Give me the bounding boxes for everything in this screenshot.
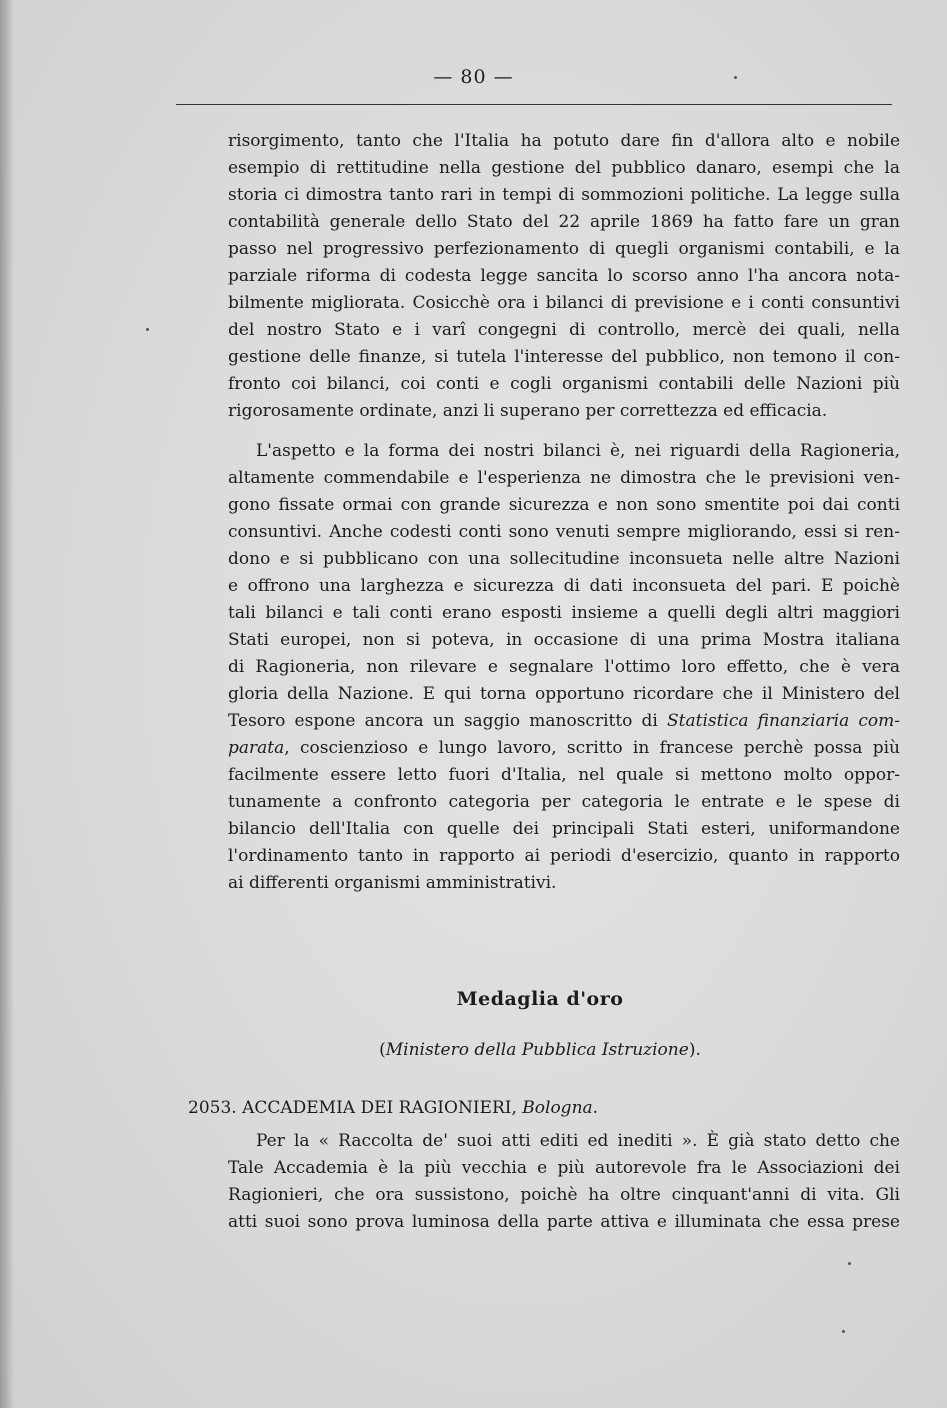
text-line: Ragionieri, che ora sussistono, poichè ha oltre cinquant'anni di vita. Gli: [228, 1185, 900, 1205]
text-line: Stati europei, non si poteva, in occasione di una prima Mostra italiana: [228, 630, 900, 650]
text-line: gono fissate ormai con grande sicurezza e non sono smentite poi dai conti: [228, 495, 900, 515]
text-line: consuntivi. Anche codesti conti sono venuti sempre migliorando, essi si ren-: [228, 522, 900, 542]
subtitle-paren: ).: [688, 1040, 701, 1060]
entry-heading: [188, 1098, 598, 1118]
text-line: parziale riforma di codesta legge sancita lo scorso anno l'ha ancora nota-: [228, 266, 900, 286]
text-line: contabilità generale dello Stato del 22 aprile 1869 ha fatto fare un gran: [228, 212, 900, 232]
text-line: storia ci dimostra tanto rari in tempi di sommozioni politiche. La legge sulla: [228, 185, 900, 205]
text-line: esempio di rettitudine nella gestione del pubblico danaro, esempi che la: [228, 158, 900, 178]
entry-period: .: [592, 1098, 599, 1118]
scan-speck: [842, 1330, 845, 1333]
entry-place: Bologna: [522, 1098, 593, 1118]
text-line: risorgimento, tanto che l'Italia ha potuto dare fin d'allora alto e nobile: [228, 131, 900, 151]
text-line: di Ragioneria, non rilevare e segnalare l'ottimo loro effetto, che è vera: [228, 657, 900, 677]
text-line: Tale Accademia è la più vecchia e più autorevole fra le Associazioni dei: [228, 1158, 900, 1178]
text-line: ai differenti organismi amministrativi.: [228, 873, 557, 893]
text-line: tali bilanci e tali conti erano esposti insieme a quelli degli altri maggiori: [228, 603, 900, 623]
scan-speck: [848, 1262, 851, 1265]
text-line: fronto coi bilanci, coi conti e cogli organismi contabili delle Nazioni più: [228, 374, 900, 394]
paragraph-2: [228, 438, 900, 897]
text-line: rigorosamente ordinate, anzi li superano per correttezza ed efficacia.: [228, 401, 828, 421]
text-line: L'aspetto e la forma dei nostri bilanci è, nei riguardi della Ragioneria,: [256, 441, 900, 461]
text-line: bilmente migliorata. Cosicchè ora i bilanci di previsione e i conti consuntivi: [228, 293, 900, 313]
text-segment: , coscienzioso e lungo lavoro, scritto in francese perchè possa più: [284, 738, 900, 758]
subtitle-paren: (: [379, 1040, 386, 1060]
italic-title: parata: [228, 738, 285, 758]
italic-title: Statistica finanziaria com-: [667, 711, 901, 731]
text-segment: Tesoro espone ancora un saggio manoscritto di: [228, 711, 658, 731]
text-line: dono e si pubblicano con una sollecitudine inconsueta nelle altre Nazioni: [228, 549, 900, 569]
text-line: e offrono una larghezza e sicurezza di dati inconsueta del pari. E poichè: [228, 576, 900, 596]
scan-speck: [146, 328, 149, 331]
page-number: — 80 —: [433, 66, 514, 88]
text-line: [228, 735, 900, 762]
text-line: passo nel progressivo perfezionamento di quegli organismi contabili, e la: [228, 239, 900, 259]
binding-shadow: [0, 0, 14, 1408]
text-line: gloria della Nazione. E qui torna opportuno ricordare che il Ministero del: [228, 684, 900, 704]
paragraph-3: [228, 1128, 900, 1236]
scan-speck: [734, 76, 737, 79]
section-subtitle: [0, 1040, 947, 1060]
entry-number-name: 2053. ACCADEMIA DEI RAGIONIERI,: [188, 1098, 517, 1118]
text-line: facilmente essere letto fuori d'Italia, nel quale si mettono molto oppor-: [228, 765, 900, 785]
text-line: Per la « Raccolta de' suoi atti editi ed inediti ». È già stato detto che: [256, 1131, 900, 1151]
text-line: altamente commendabile e l'esperienza ne dimostra che le previsioni ven-: [228, 468, 900, 488]
paragraph-1: [228, 128, 900, 425]
text-line: bilancio dell'Italia con quelle dei principali Stati esteri, uniformandone: [228, 819, 900, 839]
text-line: tunamente a confronto categoria per categoria le entrate e le spese di: [228, 792, 900, 812]
text-line: l'ordinamento tanto in rapporto ai periodi d'esercizio, quanto in rapporto: [228, 846, 900, 866]
text-line: gestione delle finanze, si tutela l'interesse del pubblico, non temono il con-: [228, 347, 900, 367]
text-line: atti suoi sono prova luminosa della parte attiva e illuminata che essa prese: [228, 1212, 900, 1232]
text-line: del nostro Stato e i varî congegni di controllo, mercè dei quali, nella: [228, 320, 900, 340]
header-rule: [176, 104, 892, 105]
text-line: [228, 708, 900, 735]
subtitle-ministry: Ministero della Pubblica Istruzione: [385, 1040, 689, 1060]
section-title: Medaglia d'oro: [456, 988, 624, 1010]
